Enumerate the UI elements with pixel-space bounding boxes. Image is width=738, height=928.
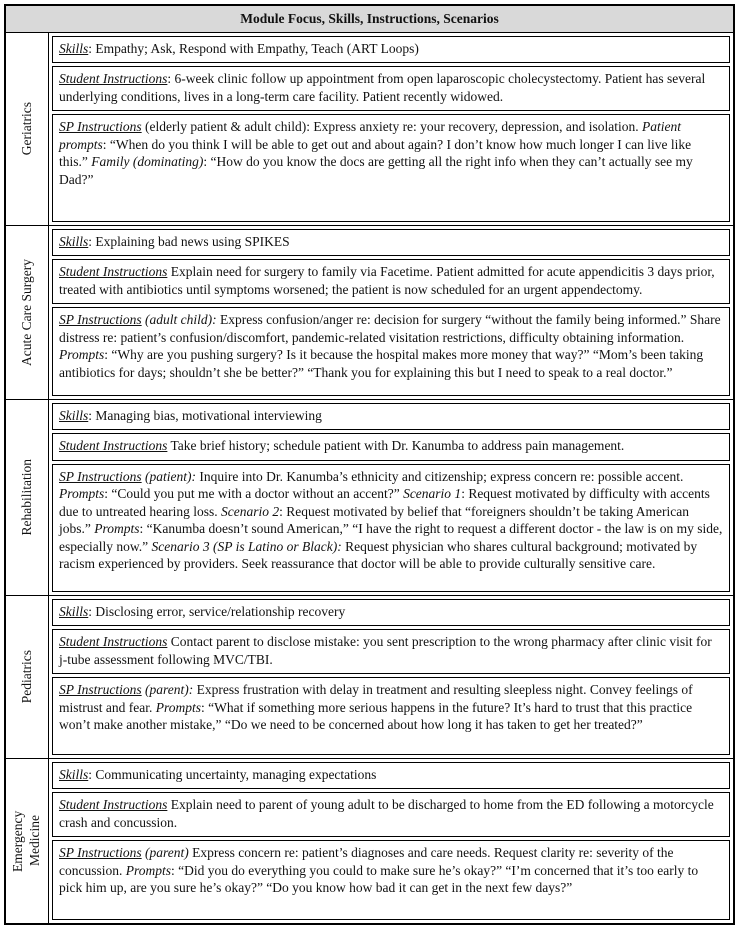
module-row-geriatrics	[6, 33, 733, 226]
module-row-pediatrics	[6, 596, 733, 759]
module-row-emergency-medicine	[6, 759, 733, 923]
sp-instructions-cell: SP Instructions (parent) Express concern re: patient’s diagnoses and care needs. Request clarity re: severity of the concussion. Prompts: “Did you do everything you could to make sure he’s okay?” “I’m concerned that it’s too early to pick him up, are you sure he’s okay?” “Do you know how bad it can get in the next few days?”	[52, 840, 730, 920]
module-label-acute-care-surgery	[6, 226, 49, 399]
student-instructions-cell: Student Instructions Explain need to parent of young adult to be discharged to home from the ED following a motorcycle crash and concussion.	[52, 792, 730, 837]
sp-instructions-cell: SP Instructions (parent): Express frustration with delay in treatment and resulting sleepless night. Convey feelings of mistrust and fear. Prompts: “What if something more serious happens in the future? It’s hard to trust that this practice won’t make another mistake,” “Do we need to be concerned about how long it has taken to get her treated?”	[52, 677, 730, 754]
skills-cell: Skills: Disclosing error, service/relationship recovery	[52, 599, 730, 627]
module-cells	[49, 33, 733, 225]
student-instructions-cell: Student Instructions Explain need for surgery to family via Facetime. Patient admitted for acute appendicitis 3 days prior, treated with antibiotics until symptoms worsened; the patient is now scheduled for an urgent appendectomy.	[52, 259, 730, 304]
module-row-acute-care-surgery	[6, 226, 733, 400]
skills-cell: Skills: Communicating uncertainty, managing expectations	[52, 762, 730, 790]
module-table	[4, 4, 735, 925]
module-cells	[49, 400, 733, 595]
module-label-emergency-medicine	[6, 759, 49, 923]
sp-instructions-cell: SP Instructions (elderly patient & adult child): Express anxiety re: your recovery, depression, and isolation. Patient prompts: “When do you think I will be able to get out and about again? I don’t know how much longer I can live like this.” Family (dominating): “How do you know the docs are getting all the right info when they can’t actually see my Dad?”	[52, 114, 730, 221]
table-header: Module Focus, Skills, Instructions, Scenarios	[6, 6, 733, 33]
module-label-text: Acute Care Surgery	[18, 258, 34, 366]
sp-instructions-cell: SP Instructions (adult child): Express confusion/anger re: decision for surgery “without the family being informed.” Share distress re: patient’s confusion/discomfort, pandemic-related visitation restrictions, difficulty obtaining information. Prompts: “Why are you pushing surgery? Is it because the hospital makes more money that way?” “Mom’s been taking antibiotics for days; shouldn’t she be better?” “Thank you for explaining this but I need to speak to a real doctor.”	[52, 307, 730, 395]
module-cells	[49, 759, 733, 923]
student-instructions-cell: Student Instructions: 6-week clinic follow up appointment from open laparoscopic cholecystectomy. Patient has several underlying conditions, lives in a long-term care facility. Patient recently widowed.	[52, 66, 730, 111]
module-cells	[49, 226, 733, 399]
student-instructions-cell: Student Instructions Contact parent to disclose mistake: you sent prescription to the wrong pharmacy after clinic visit for j-tube assessment following MVC/TBI.	[52, 629, 730, 674]
module-label-text: Emergency Medicine	[10, 810, 42, 872]
module-cells	[49, 596, 733, 758]
skills-cell: Skills: Managing bias, motivational interviewing	[52, 403, 730, 431]
module-row-rehabilitation	[6, 400, 733, 596]
sp-instructions-cell: SP Instructions (patient): Inquire into Dr. Kanumba’s ethnicity and citizenship; express concern re: possible accent. Prompts: “Could you put me with a doctor without an accent?” Scenario 1: Request motivated by difficulty with accents due to untreated hearing loss. Scenario 2: Request motivated by belief that “foreigners shouldn’t be taking American jobs.” Prompts: “Kanumba doesn’t sound American,” “I have the right to request a different doctor - the law is on my side, especially now.” Scenario 3 (SP is Latino or Black): Request physician who shares cultural background; motivated by racism experienced by providers. Seek reassurance that doctor will be able to provide culturally sensitive care.	[52, 464, 730, 592]
module-label-geriatrics	[6, 33, 49, 225]
module-label-text: Rehabilitation	[18, 458, 34, 536]
skills-cell: Skills: Empathy; Ask, Respond with Empathy, Teach (ART Loops)	[52, 36, 730, 64]
skills-cell: Skills: Explaining bad news using SPIKES	[52, 229, 730, 257]
student-instructions-cell: Student Instructions Take brief history; schedule patient with Dr. Kanumba to address pain management.	[52, 433, 730, 461]
module-label-pediatrics	[6, 596, 49, 758]
module-label-text: Pediatrics	[18, 649, 34, 704]
module-label-rehabilitation	[6, 400, 49, 595]
module-label-text: Geriatrics	[18, 101, 34, 156]
